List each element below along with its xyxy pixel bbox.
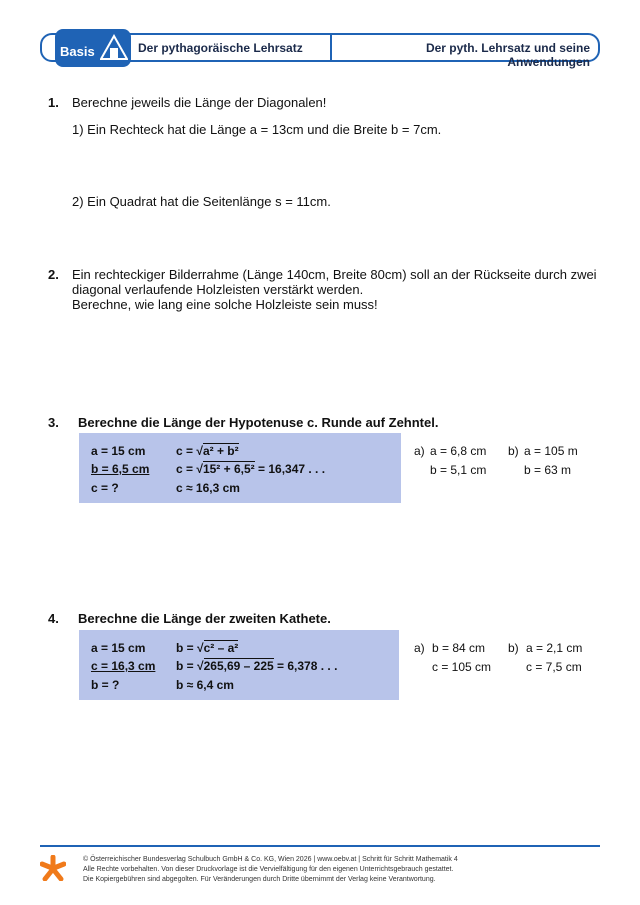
task1-text: Berechne jeweils die Länge der Diagonalen! [72,95,327,110]
footer-line1: © Österreichischer Bundesverlag Schulbuch GmbH & Co. KG, Wien 2026 | www.oebv.at | Schritt für Schritt Mathematik 4 [83,856,458,863]
publisher-logo-icon [40,855,66,881]
task2-number: 2. [48,267,59,282]
sqrt-icon: √ [197,641,204,655]
task3-given-c: c = ? [91,481,119,495]
header-chapter: Der pyth. Lehrsatz und seine Anwendungen [425,41,590,69]
task4-given-c: c = 16,3 cm [91,659,156,673]
task3-calc [176,462,325,476]
footer-line2: Alle Rechte vorbehalten. Von dieser Druckvorlage ist die Vervielfältigung für den eigenen Unterrichtsgebrauch gestattet. [83,866,454,873]
task4-calc-prefix: b = [176,659,194,673]
task1-sub2: 2) Ein Quadrat hat die Seitenlänge s = 11cm. [72,194,331,209]
task4-number: 4. [48,611,59,626]
task1-number: 1. [48,95,59,110]
task4-a-label: a) [414,641,425,655]
task4-formula-prefix: b = [176,641,194,655]
task3-b-label: b) [508,444,519,458]
task4-text: Berechne die Länge der zweiten Kathete. [78,611,331,626]
footer-copyright [83,855,458,885]
task4-given-a: a = 15 cm [91,641,146,655]
task2-line1: Ein rechteckiger Bilderrahme (Länge 140cm, Breite 80cm) soll an der Rückseite durch zwei [72,267,597,282]
task3-b-line2: b = 63 m [524,463,572,477]
task3-number: 3. [48,415,59,430]
task4-calc [176,659,337,673]
task3-given-a: a = 15 cm [91,444,146,458]
task4-calc-radicand: 265,69 – 225 [203,659,274,673]
task4-formula-radicand: c² – a² [203,641,239,655]
sqrt-icon: √ [197,659,204,673]
task3-text: Berechne die Länge der Hypotenuse c. Runde auf Zehntel. [78,415,439,430]
task3-formula-prefix: c = [176,444,194,458]
task3-b-line1: a = 105 m [524,444,578,458]
header-topic: Der pythagoräische Lehrsatz [138,41,303,55]
task3-a-line1: a = 6,8 cm [430,444,487,458]
footer-divider [40,845,600,847]
task4-b-label: b) [508,641,519,655]
task4-a-line1: b = 84 cm [432,641,486,655]
task4-b-line2: c = 7,5 cm [526,660,582,674]
task3-calc-result: = 16,347 . . . [258,462,326,476]
task3-calc-radicand: 15² + 6,5² [202,462,255,476]
task4-result: b ≈ 6,4 cm [176,678,234,692]
task4-calc-result: = 6,378 . . . [277,659,338,673]
task3-given-b: b = 6,5 cm [91,462,150,476]
task4-given-b: b = ? [91,678,120,692]
footer-line3: Die Kopiergebühren sind abgegolten. Für Veränderungen durch Dritte übernimmt der Verlag keine Verantwortung. [83,876,436,883]
task4-b-line1: a = 2,1 cm [526,641,583,655]
task3-calc-prefix: c = [176,462,194,476]
task3-formula [176,444,239,458]
sqrt-icon: √ [196,444,203,458]
task4-formula [176,641,238,655]
task1-sub1: 1) Ein Rechteck hat die Länge a = 13cm und die Breite b = 7cm. [72,122,442,137]
task3-a-line2: b = 5,1 cm [430,463,487,477]
task2-line3: Berechne, wie lang eine solche Holzleiste sein muss! [72,297,378,312]
header-divider [330,35,332,60]
sqrt-icon: √ [196,462,203,476]
task3-result: c ≈ 16,3 cm [176,481,240,495]
task4-a-line2: c = 105 cm [432,660,492,674]
task2-line2: diagonal verlaufende Holzleisten verstärkt werden. [72,282,364,297]
level-badge-label: Basis [60,44,95,59]
task3-a-label: a) [414,444,425,458]
task3-formula-radicand: a² + b² [202,444,239,458]
triangle-icon [100,34,128,62]
